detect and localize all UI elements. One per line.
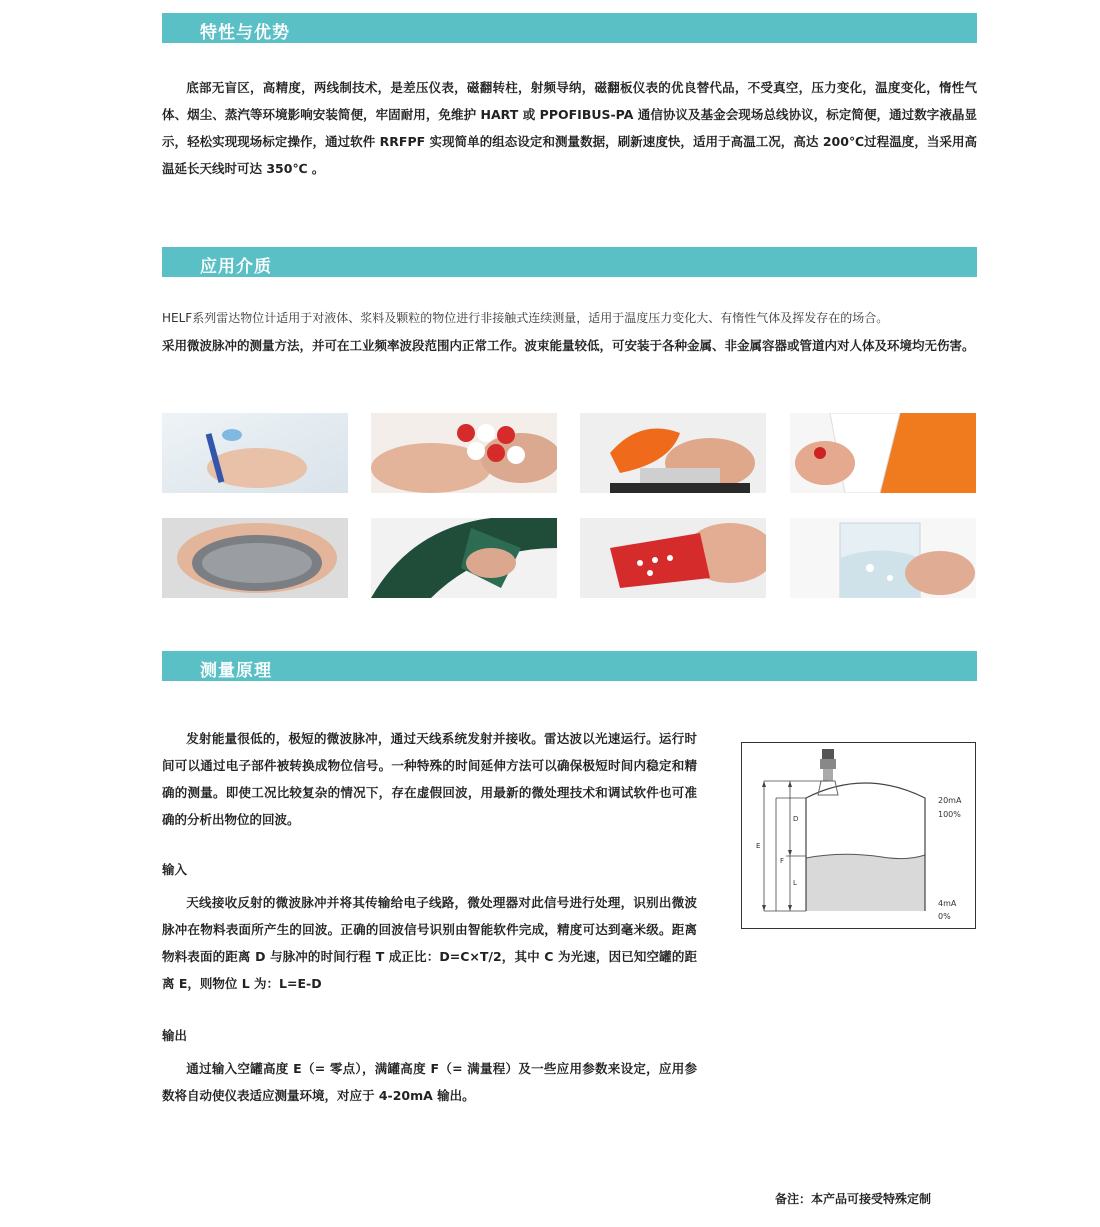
top-percent-label: 100% xyxy=(938,810,961,819)
label-d: D xyxy=(793,815,799,823)
features-banner xyxy=(162,13,977,43)
label-e: E xyxy=(756,842,761,850)
orange-juicer-photo xyxy=(580,413,766,493)
pipette-liquid-photo xyxy=(162,413,348,493)
features-body: 底部无盲区，高精度，两线制技术，是差压仪表，磁翻转柱，射频导纳，磁翻板仪表的优良替代品，不受真空，压力变化，温度变化，惰性气体、烟尘、蒸汽等环境影响安装简便，牢固耐用，免维护 HART 或 PPOFIBUS-PA 通信协议及基金会现场总线协议，标定简便，通过数字液晶显示，轻松实现现场标定操作，通过软件 RRFPF 实现简单的组态设定和测量数据，刷新速度快，适用于高温工况，高达 200℃过程温度，当采用高温延长天线时可达 350℃ 。 xyxy=(162,80,977,176)
principle-banner xyxy=(162,651,977,681)
media-banner xyxy=(162,247,977,277)
input-body: 天线接收反射的微波脉冲并将其传输给电子线路，微处理器对此信号进行处理，识别出微波脉冲在物料表面所产生的回波。正确的回波信号识别由智能软件完成，精度可达到毫米级。距离物料表面的距离 D 与脉冲的时间行程 T 成正比：D=C×T/2，其中 C 为光速，因已知空罐的距离 E，则物位 L 为：L=E-D xyxy=(162,895,697,991)
red-nozzle-photo xyxy=(580,518,766,598)
granules-in-hands-photo xyxy=(162,518,348,598)
radar-tank-diagram xyxy=(741,742,976,929)
green-hose-photo xyxy=(371,518,557,598)
label-l: L xyxy=(793,879,797,887)
output-heading: 输出 xyxy=(162,1028,188,1043)
bottom-ma-label: 4mA xyxy=(938,899,957,908)
footnote: 备注：本产品可接受特殊定制 xyxy=(775,1192,932,1206)
label-f: F xyxy=(780,857,785,865)
media-line2: 采用微波脉冲的测量方法，并可在工业频率波段范围内正常工作。波束能量较低，可安装于各种金属、非金属容器或管道内对人体及环境均无伤害。 xyxy=(162,338,975,353)
media-title: 应用介质 xyxy=(200,257,272,277)
input-heading: 输入 xyxy=(162,862,188,877)
top-ma-label: 20mA xyxy=(938,796,962,805)
bottom-percent-label: 0% xyxy=(938,912,951,921)
radar-sensor-icon xyxy=(818,749,838,795)
glass-water-splash-photo xyxy=(790,518,976,598)
principle-intro: 发射能量很低的，极短的微波脉冲，通过天线系统发射并接收。雷达波以光速运行。运行时间可以通过电子部件被转换成物位信号。一种特殊的时间延伸方法可以确保极短时间内稳定和精确的测量。即使工况比较复杂的情况下，存在虚假回波，用最新的微处理技术和调试软件也可准确的分析出物位的回波。 xyxy=(162,731,697,827)
output-body: 通过输入空罐高度 E（= 零点），满罐高度 F（= 满量程）及一些应用参数来设定，应用参数将自动使仪表适应测量环境，对应于 4-20mA 输出。 xyxy=(162,1061,697,1103)
media-line1: HELF系列雷达物位计适用于对液体、浆料及颗粒的物位进行非接触式连续测量，适用于温度压力变化大、有惰性气体及挥发存在的场合。 xyxy=(162,311,889,325)
red-white-tablets-photo xyxy=(371,413,557,493)
paper-stack-photo xyxy=(790,413,976,493)
features-title: 特性与优势 xyxy=(200,23,290,43)
principle-title: 测量原理 xyxy=(200,661,272,681)
liquid-fill xyxy=(806,854,925,911)
